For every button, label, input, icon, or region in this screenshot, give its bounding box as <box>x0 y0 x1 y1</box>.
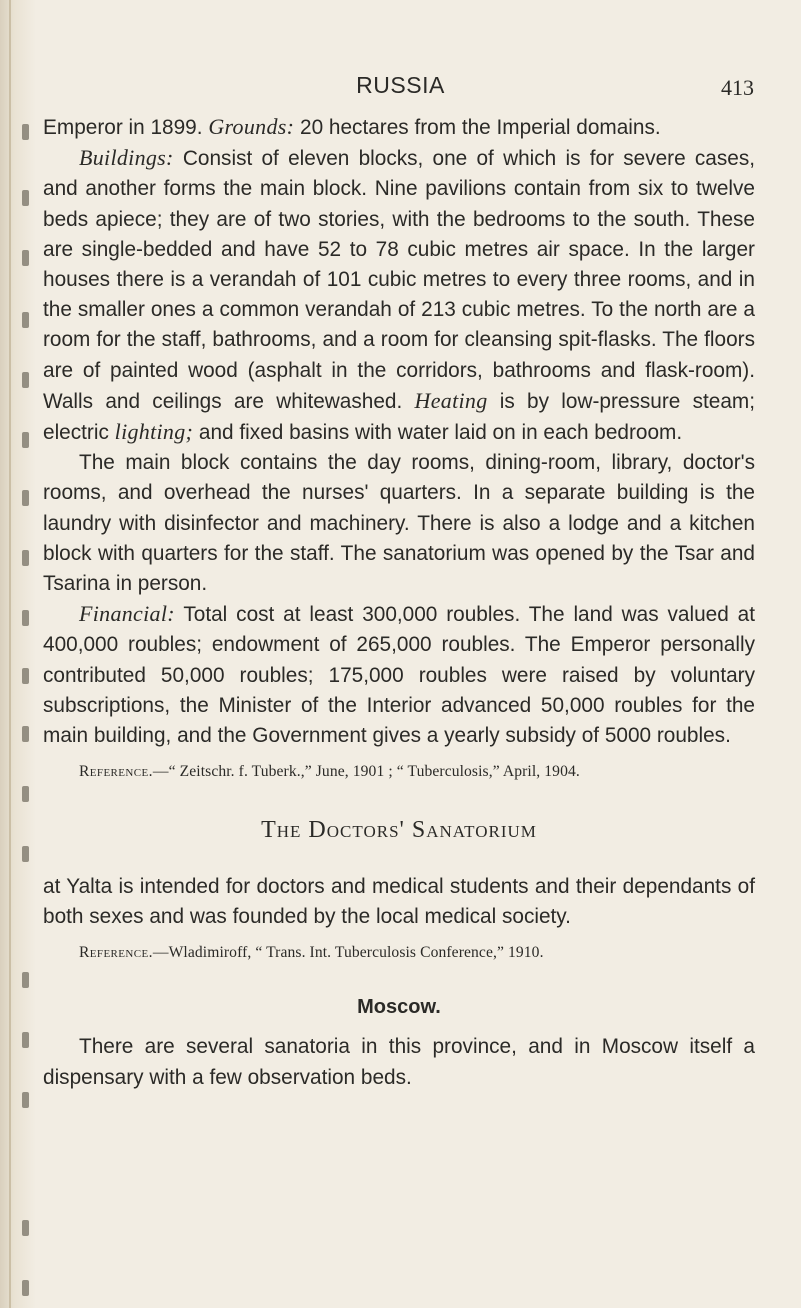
page-number: 413 <box>721 75 754 100</box>
page-binding-edge <box>0 0 36 1308</box>
page-body <box>43 112 755 1093</box>
paragraph-grounds: Emperor in 1899. Grounds: 20 hectares from the Imperial domains. <box>43 114 661 139</box>
paragraph-yalta: at Yalta is intended for doctors and medical students and their dependants of both sexes and was founded by the local medical society. <box>43 874 755 928</box>
reference-label: Reference. <box>79 944 153 962</box>
running-head: RUSSIA <box>356 72 445 98</box>
financial-label: Financial: <box>79 601 175 627</box>
lighting-label: lighting; <box>114 419 194 445</box>
section-heading-moscow: Moscow. <box>357 996 441 1019</box>
paragraph-main-block: The main block contains the day rooms, dining-room, library, doctor's rooms, and overhead the nurses' quarters. In a separate building is the laundry with disinfector and machinery. There is also a lodge and a kitchen block with quarters for the staff. The sanatorium was opened by the Tsar and Tsarina in person. <box>43 451 755 596</box>
buildings-label: Buildings: <box>79 145 174 171</box>
reference-1: Reference.—“ Zeitschr. f. Tuberk.,” June, 1901 ; “ Tuberculosis,” April, 1904. <box>79 763 580 781</box>
paragraph-moscow: There are several sanatoria in this province, and in Moscow itself a dispensary with a few observation beds. <box>43 1035 755 1089</box>
paragraph-financial: Financial: Total cost at least 300,000 roubles. The land was valued at 400,000 roubles; endowment of 265,000 roubles. The Emperor personally contributed 50,000 roubles; 175,000 roubles were raised by voluntary subscriptions, the Minister of the Interior advanced 50,000 roubles for the main building, and the Government gives a yearly subsidy of 5000 roubles. <box>43 601 755 748</box>
page-fold-line <box>9 0 11 1308</box>
heating-label: Heating <box>414 387 488 413</box>
grounds-label: Grounds: <box>208 114 295 139</box>
paragraph-buildings: Buildings: Consist of eleven blocks, one of which is for severe cases, and another forms the main block. Nine pavilions contain from six to twelve beds apiece; they are of two stories, with the bedrooms to the south. These are single-bedded and have 52 to 78 cubic metres air space. In the larger houses there is a verandah of 101 cubic metres to every three rooms, and in the smaller ones a common verandah of 213 cubic metres. To the north are a room for the staff, bathrooms, and a room for cleansing spit-flasks. The floors are of painted wood (asphalt in the corridors, bathrooms and flask-room). Walls and ceilings are whitewashed. Heating is by low-pressure steam; electric lighting; and fixed basins with water laid on in each bedroom. <box>43 145 755 445</box>
section-heading-doctors-sanatorium: The Doctors' Sanatorium <box>261 817 537 844</box>
reference-2: Reference.—Wladimiroff, “ Trans. Int. Tuberculosis Conference,” 1910. <box>79 944 544 962</box>
reference-label: Reference. <box>79 763 153 781</box>
